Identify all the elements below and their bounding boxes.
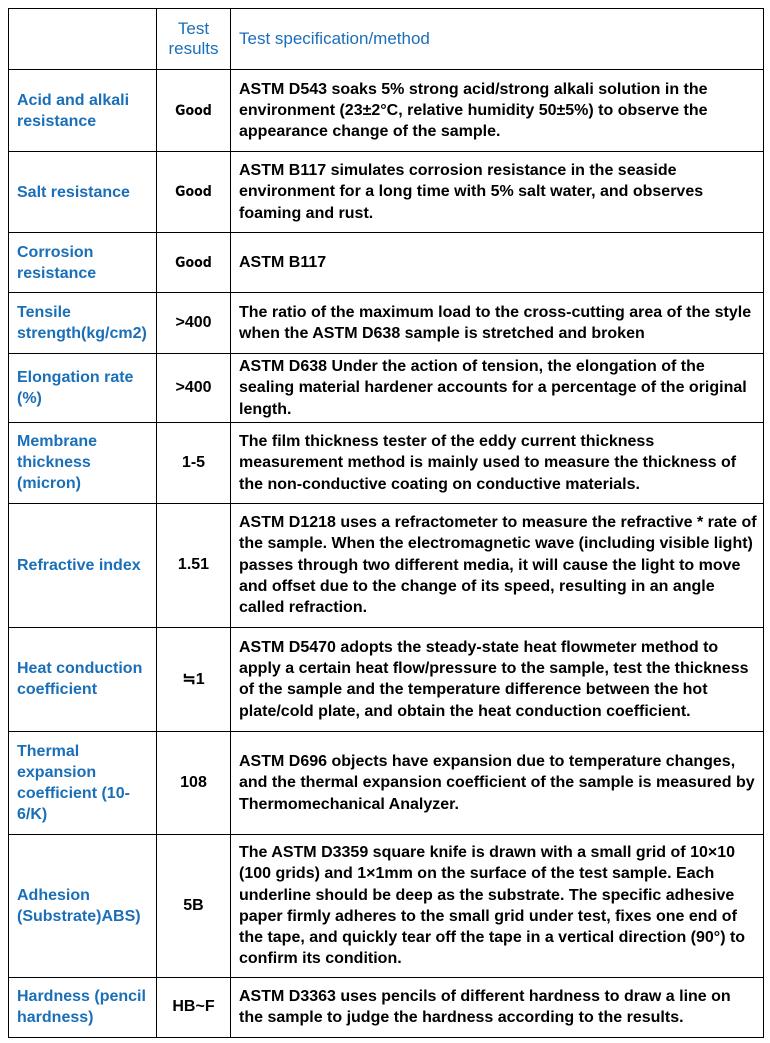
table-row <box>9 354 764 423</box>
result-cell: >400 <box>157 293 231 354</box>
method-cell: ASTM D1218 uses a refractometer to measure the refractive * rate of the sample. When the electromagnetic wave (including visible light) passes through two different media, it will cause the light to move and offset due to the change of its speed, resulting in an angle called refraction. <box>231 503 764 627</box>
header-property <box>9 9 157 70</box>
method-cell: ASTM D696 objects have expansion due to temperature changes, and the thermal expansion coefficient of the sample is measured by Thermomechanical Analyzer. <box>231 731 764 834</box>
result-cell: Good <box>157 152 231 233</box>
table-row <box>9 834 764 977</box>
header-method: Test specification/method <box>231 9 764 70</box>
result-cell: HB~F <box>157 977 231 1037</box>
table-row <box>9 422 764 503</box>
property-cell: Acid and alkali resistance <box>9 70 157 152</box>
spec-table <box>8 8 764 1038</box>
method-cell: ASTM D638 Under the action of tension, the elongation of the sealing material hardener accounts for a percentage of the original length. <box>231 354 764 423</box>
property-cell: Membrane thickness (micron) <box>9 422 157 503</box>
table-row <box>9 152 764 233</box>
method-cell: The ratio of the maximum load to the cross-cutting area of the style when the ASTM D638 sample is stretched and broken <box>231 293 764 354</box>
property-cell: Adhesion (Substrate)ABS) <box>9 834 157 977</box>
property-cell: Elongation rate (%) <box>9 354 157 423</box>
method-cell: ASTM B117 <box>231 233 764 293</box>
property-cell: Salt resistance <box>9 152 157 233</box>
result-cell: Good <box>157 70 231 152</box>
property-cell: Hardness (pencil hardness) <box>9 977 157 1037</box>
table-row <box>9 70 764 152</box>
property-cell: Thermal expansion coefficient (10-6/K) <box>9 731 157 834</box>
method-cell: ASTM D5470 adopts the steady-state heat flowmeter method to apply a certain heat flow/pressure to the sample, test the thickness of the sample and the temperature difference between the hot plate/cold plate, and obtain the heat conduction coefficient. <box>231 627 764 731</box>
table-row <box>9 731 764 834</box>
table-row <box>9 293 764 354</box>
method-cell: ASTM D543 soaks 5% strong acid/strong alkali solution in the environment (23±2°C, relative humidity 50±5%) to observe the appearance change of the sample. <box>231 70 764 152</box>
result-cell: 108 <box>157 731 231 834</box>
result-cell: 1.51 <box>157 503 231 627</box>
property-cell: Corrosion resistance <box>9 233 157 293</box>
method-cell: ASTM D3363 uses pencils of different hardness to draw a line on the sample to judge the hardness according to the results. <box>231 977 764 1037</box>
table-row <box>9 233 764 293</box>
method-cell: The ASTM D3359 square knife is drawn with a small grid of 10×10 (100 grids) and 1×1mm on the surface of the test sample. Each underline should be deep as the substrate. The specific adhesive paper firmly adheres to the small grid under test, fixes one end of the tape, and quickly tear off the tape in a vertical direction (90°) to confirm its condition. <box>231 834 764 977</box>
table-row <box>9 503 764 627</box>
header-results: Test results <box>157 9 231 70</box>
result-cell: >400 <box>157 354 231 423</box>
method-cell: The film thickness tester of the eddy current thickness measurement method is mainly used to measure the thickness of the non-conductive coating on conductive materials. <box>231 422 764 503</box>
table-header-row <box>9 9 764 70</box>
result-cell: 5B <box>157 834 231 977</box>
table-row <box>9 977 764 1037</box>
table-row <box>9 627 764 731</box>
property-cell: Heat conduction coefficient <box>9 627 157 731</box>
result-cell: ≒1 <box>157 627 231 731</box>
result-cell: Good <box>157 233 231 293</box>
property-cell: Refractive index <box>9 503 157 627</box>
method-cell: ASTM B117 simulates corrosion resistance in the seaside environment for a long time with 5% salt water, and observes foaming and rust. <box>231 152 764 233</box>
result-cell: 1-5 <box>157 422 231 503</box>
property-cell: Tensile strength(kg/cm2) <box>9 293 157 354</box>
